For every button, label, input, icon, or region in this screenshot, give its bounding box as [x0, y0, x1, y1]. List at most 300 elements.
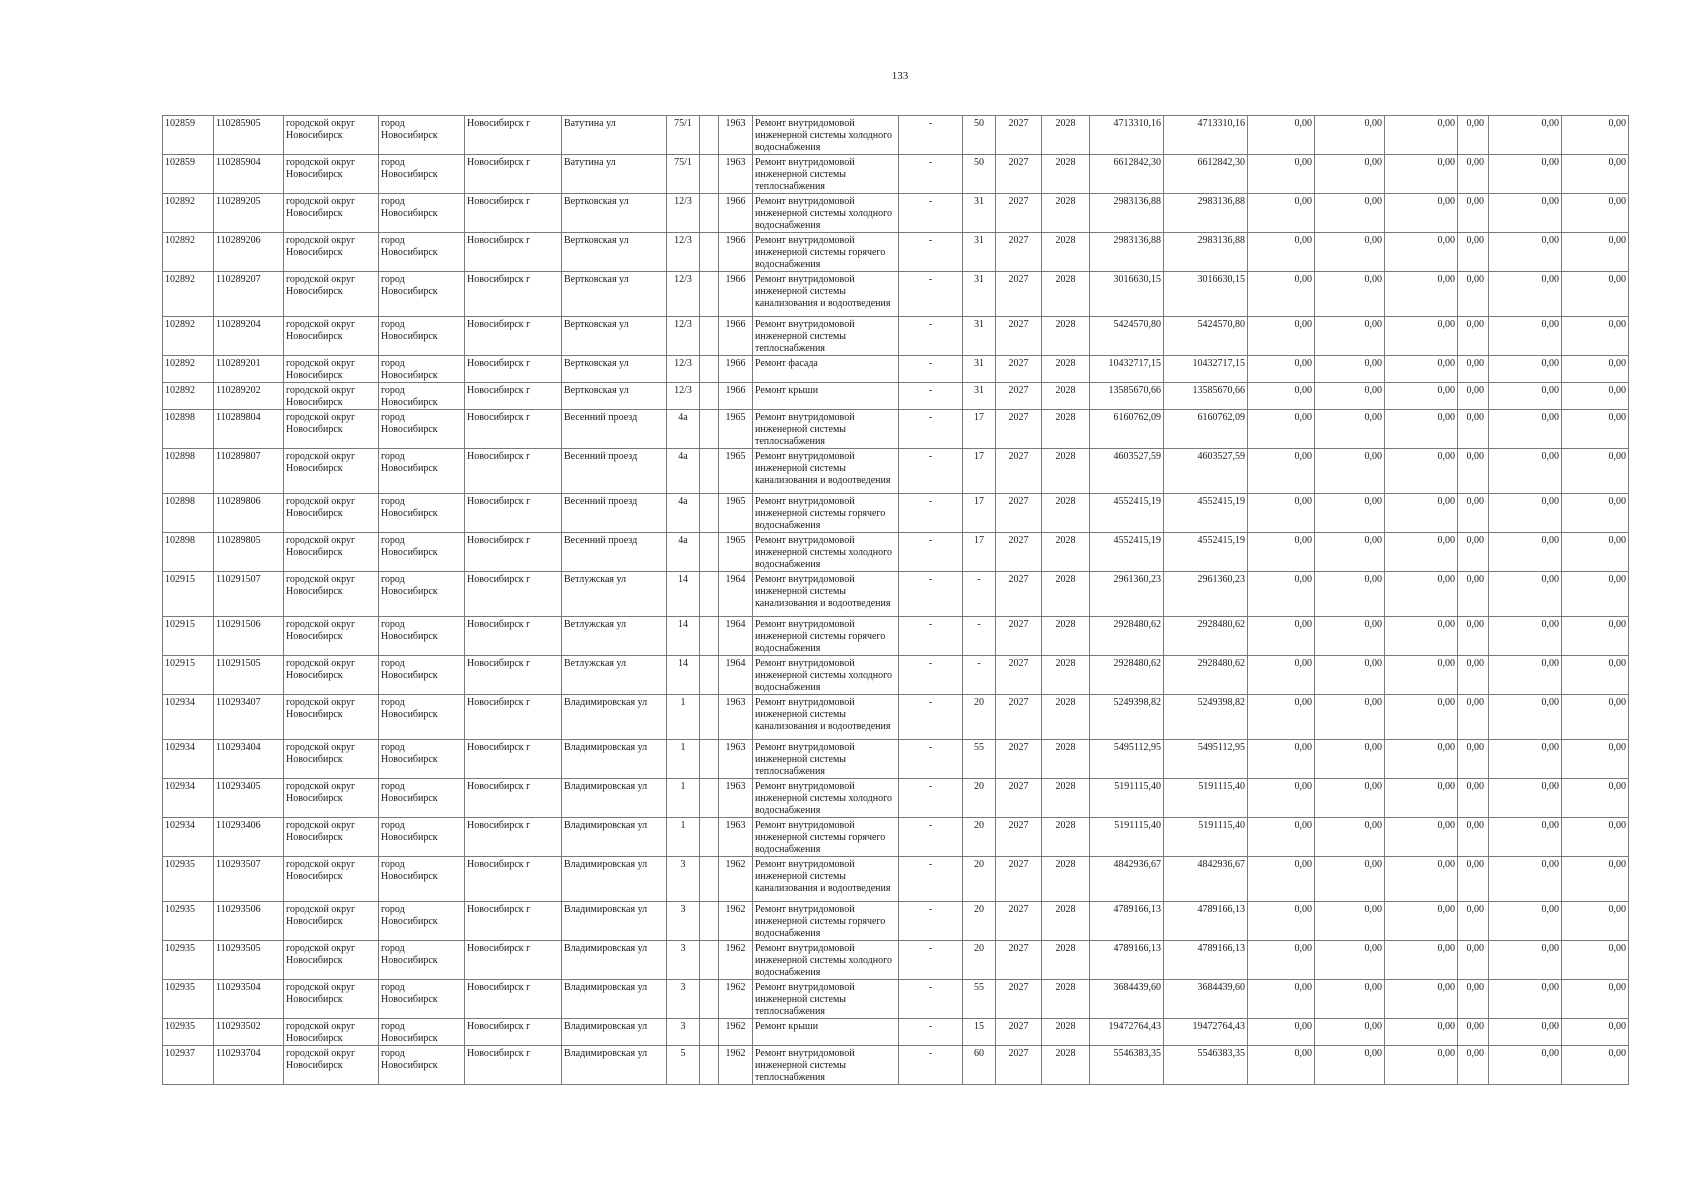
settlement: [379, 818, 465, 857]
settlement-line: Новосибирск: [381, 547, 438, 558]
work-type: [753, 818, 899, 857]
settlement: [379, 857, 465, 902]
table-row: [163, 116, 1629, 155]
record-id: 102934: [163, 818, 214, 857]
zero-amount: 0,00: [1315, 272, 1385, 317]
work-type-line: канализования и водоотведения: [755, 721, 891, 732]
municipality-line: Новосибирск: [286, 994, 343, 1005]
settlement: [379, 116, 465, 155]
municipality-line: Новосибирск: [286, 247, 343, 258]
zero-amount: 0,00: [1489, 116, 1562, 155]
fund-cost: 19472764,43: [1164, 1019, 1248, 1046]
municipality-line: Новосибирск: [286, 916, 343, 927]
service-life: 55: [963, 980, 996, 1019]
total-cost: 4713310,16: [1090, 116, 1164, 155]
municipality-line: городской округ: [286, 859, 356, 870]
house-number: 1: [667, 740, 700, 779]
work-type-line: инженерной системы: [755, 286, 846, 297]
fund-cost: 3016630,15: [1164, 272, 1248, 317]
plan-year-start: 2027: [996, 1019, 1042, 1046]
zero-amount: 0,00: [1315, 980, 1385, 1019]
settlement-line: Новосибирск: [381, 1033, 438, 1044]
zero-amount: 0,00: [1385, 116, 1458, 155]
zero-amount: 0,00: [1458, 155, 1489, 194]
settlement: [379, 656, 465, 695]
settlement: [379, 410, 465, 449]
municipality-line: городской округ: [286, 196, 356, 207]
settlement-line: Новосибирск: [381, 916, 438, 927]
plan-year-start: 2027: [996, 740, 1042, 779]
street: Владимировская ул: [562, 1046, 667, 1085]
municipality-line: Новосибирск: [286, 130, 343, 141]
settlement-line: Новосибирск: [381, 208, 438, 219]
plan-year-start: 2027: [996, 656, 1042, 695]
service-life: 31: [963, 356, 996, 383]
settlement-line: город: [381, 358, 405, 369]
zero-amount: 0,00: [1489, 272, 1562, 317]
table-row: [163, 617, 1629, 656]
work-type-line: водоснабжения: [755, 142, 821, 153]
zero-amount: 0,00: [1458, 494, 1489, 533]
blank-cell: [700, 980, 719, 1019]
zero-amount: 0,00: [1315, 1019, 1385, 1046]
work-type-line: теплоснабжения: [755, 1006, 825, 1017]
record-id: 102915: [163, 572, 214, 617]
fund-cost: 2928480,62: [1164, 617, 1248, 656]
municipality-line: городской округ: [286, 412, 356, 423]
settlement: [379, 383, 465, 410]
zero-amount: 0,00: [1385, 317, 1458, 356]
build-year: 1963: [719, 818, 753, 857]
plan-year-end: 2028: [1042, 155, 1090, 194]
zero-amount: 0,00: [1315, 410, 1385, 449]
table-row: [163, 902, 1629, 941]
record-id: 102934: [163, 740, 214, 779]
service-life: -: [963, 572, 996, 617]
zero-amount: 0,00: [1562, 1019, 1629, 1046]
dash-cell: -: [899, 656, 963, 695]
work-type-line: инженерной системы холодного: [755, 208, 892, 219]
municipality-line: городской округ: [286, 1048, 356, 1059]
house-number: 3: [667, 902, 700, 941]
total-cost: 4842936,67: [1090, 857, 1164, 902]
work-type-line: Ремонт внутридомовой: [755, 781, 855, 792]
zero-amount: 0,00: [1315, 356, 1385, 383]
dash-cell: -: [899, 494, 963, 533]
work-type-line: Ремонт внутридомовой: [755, 319, 855, 330]
build-year: 1963: [719, 779, 753, 818]
zero-amount: 0,00: [1385, 941, 1458, 980]
settlement-line: Новосибирск: [381, 793, 438, 804]
total-cost: 6612842,30: [1090, 155, 1164, 194]
service-life: 20: [963, 857, 996, 902]
work-type-line: водоснабжения: [755, 220, 821, 231]
work-type-line: Ремонт внутридомовой: [755, 574, 855, 585]
zero-amount: 0,00: [1458, 1019, 1489, 1046]
service-life: 31: [963, 194, 996, 233]
zero-amount: 0,00: [1248, 233, 1315, 272]
settlement: [379, 779, 465, 818]
settlement-line: Новосибирск: [381, 169, 438, 180]
work-code: 110289804: [214, 410, 284, 449]
work-type-line: Ремонт внутридомовой: [755, 859, 855, 870]
settlement: [379, 617, 465, 656]
street: Весенний проезд: [562, 449, 667, 494]
municipality-line: городской округ: [286, 742, 356, 753]
table-row: [163, 449, 1629, 494]
work-type-line: Ремонт крыши: [755, 385, 819, 396]
work-type-line: Ремонт внутридомовой: [755, 196, 855, 207]
table-row: [163, 356, 1629, 383]
work-type-line: водоснабжения: [755, 520, 821, 531]
zero-amount: 0,00: [1458, 116, 1489, 155]
municipality-line: городской округ: [286, 157, 356, 168]
plan-year-start: 2027: [996, 902, 1042, 941]
build-year: 1965: [719, 410, 753, 449]
fund-cost: 5495112,95: [1164, 740, 1248, 779]
street: Вертковская ул: [562, 383, 667, 410]
zero-amount: 0,00: [1458, 383, 1489, 410]
street: Весенний проезд: [562, 533, 667, 572]
house-number: 1: [667, 779, 700, 818]
settlement: [379, 533, 465, 572]
zero-amount: 0,00: [1458, 272, 1489, 317]
municipality-line: городской округ: [286, 820, 356, 831]
plan-year-end: 2028: [1042, 740, 1090, 779]
zero-amount: 0,00: [1489, 494, 1562, 533]
zero-amount: 0,00: [1248, 740, 1315, 779]
zero-amount: 0,00: [1489, 779, 1562, 818]
record-id: 102859: [163, 116, 214, 155]
zero-amount: 0,00: [1458, 449, 1489, 494]
zero-amount: 0,00: [1562, 572, 1629, 617]
locality: Новосибирск г: [465, 155, 562, 194]
street: Вертковская ул: [562, 317, 667, 356]
locality: Новосибирск г: [465, 617, 562, 656]
table-row: [163, 533, 1629, 572]
municipality: [284, 980, 379, 1019]
street: Вертковская ул: [562, 356, 667, 383]
zero-amount: 0,00: [1458, 857, 1489, 902]
record-id: 102892: [163, 233, 214, 272]
settlement-line: город: [381, 319, 405, 330]
zero-amount: 0,00: [1248, 572, 1315, 617]
fund-cost: 6160762,09: [1164, 410, 1248, 449]
plan-year-start: 2027: [996, 272, 1042, 317]
settlement-line: Новосибирск: [381, 586, 438, 597]
settlement-line: город: [381, 820, 405, 831]
fund-cost: 10432717,15: [1164, 356, 1248, 383]
house-number: 3: [667, 980, 700, 1019]
work-type-line: инженерной системы: [755, 709, 846, 720]
service-life: -: [963, 656, 996, 695]
settlement-line: Новосибирск: [381, 1060, 438, 1071]
settlement: [379, 356, 465, 383]
zero-amount: 0,00: [1248, 980, 1315, 1019]
house-number: 5: [667, 1046, 700, 1085]
build-year: 1965: [719, 494, 753, 533]
fund-cost: 3684439,60: [1164, 980, 1248, 1019]
plan-year-start: 2027: [996, 857, 1042, 902]
settlement-line: Новосибирск: [381, 331, 438, 342]
locality: Новосибирск г: [465, 356, 562, 383]
zero-amount: 0,00: [1562, 656, 1629, 695]
zero-amount: 0,00: [1562, 356, 1629, 383]
municipality-line: Новосибирск: [286, 208, 343, 219]
service-life: 20: [963, 902, 996, 941]
zero-amount: 0,00: [1385, 740, 1458, 779]
municipality-line: Новосибирск: [286, 631, 343, 642]
fund-cost: 4789166,13: [1164, 941, 1248, 980]
zero-amount: 0,00: [1458, 194, 1489, 233]
zero-amount: 0,00: [1385, 857, 1458, 902]
table-row: [163, 494, 1629, 533]
plan-year-end: 2028: [1042, 980, 1090, 1019]
work-type-line: Ремонт внутридомовой: [755, 619, 855, 630]
work-type-line: Ремонт внутридомовой: [755, 451, 855, 462]
municipality-line: городской округ: [286, 982, 356, 993]
plan-year-start: 2027: [996, 449, 1042, 494]
blank-cell: [700, 116, 719, 155]
fund-cost: 5191115,40: [1164, 779, 1248, 818]
municipality: [284, 356, 379, 383]
blank-cell: [700, 449, 719, 494]
work-type-line: водоснабжения: [755, 643, 821, 654]
zero-amount: 0,00: [1385, 194, 1458, 233]
plan-year-start: 2027: [996, 494, 1042, 533]
locality: Новосибирск г: [465, 980, 562, 1019]
settlement-line: Новосибирск: [381, 832, 438, 843]
blank-cell: [700, 857, 719, 902]
zero-amount: 0,00: [1458, 980, 1489, 1019]
work-code: 110291505: [214, 656, 284, 695]
blank-cell: [700, 494, 719, 533]
house-number: 4а: [667, 449, 700, 494]
municipality: [284, 533, 379, 572]
zero-amount: 0,00: [1315, 233, 1385, 272]
work-type-line: инженерной системы холодного: [755, 547, 892, 558]
zero-amount: 0,00: [1562, 941, 1629, 980]
zero-amount: 0,00: [1562, 383, 1629, 410]
zero-amount: 0,00: [1458, 695, 1489, 740]
street: Ветлужская ул: [562, 656, 667, 695]
locality: Новосибирск г: [465, 818, 562, 857]
settlement-line: Новосибирск: [381, 463, 438, 474]
work-code: 110293405: [214, 779, 284, 818]
work-code: 110289807: [214, 449, 284, 494]
street: Весенний проезд: [562, 494, 667, 533]
work-type-line: теплоснабжения: [755, 1072, 825, 1083]
work-type-line: инженерной системы: [755, 871, 846, 882]
work-code: 110293406: [214, 818, 284, 857]
work-code: 110293407: [214, 695, 284, 740]
total-cost: 4789166,13: [1090, 902, 1164, 941]
zero-amount: 0,00: [1315, 818, 1385, 857]
municipality: [284, 1046, 379, 1085]
build-year: 1964: [719, 656, 753, 695]
zero-amount: 0,00: [1385, 272, 1458, 317]
work-code: 110293502: [214, 1019, 284, 1046]
total-cost: 5546383,35: [1090, 1046, 1164, 1085]
municipality-line: городской округ: [286, 658, 356, 669]
table-row: [163, 272, 1629, 317]
build-year: 1963: [719, 695, 753, 740]
record-id: 102935: [163, 941, 214, 980]
total-cost: 2983136,88: [1090, 233, 1164, 272]
house-number: 75/1: [667, 155, 700, 194]
table-row: [163, 1019, 1629, 1046]
house-number: 1: [667, 818, 700, 857]
municipality: [284, 317, 379, 356]
municipality-line: Новосибирск: [286, 1033, 343, 1044]
zero-amount: 0,00: [1315, 194, 1385, 233]
record-id: 102898: [163, 449, 214, 494]
zero-amount: 0,00: [1385, 902, 1458, 941]
municipality: [284, 233, 379, 272]
zero-amount: 0,00: [1562, 233, 1629, 272]
work-type-line: инженерной системы: [755, 994, 846, 1005]
zero-amount: 0,00: [1489, 383, 1562, 410]
street: Вертковская ул: [562, 272, 667, 317]
locality: Новосибирск г: [465, 740, 562, 779]
zero-amount: 0,00: [1248, 857, 1315, 902]
plan-year-start: 2027: [996, 194, 1042, 233]
record-id: 102892: [163, 383, 214, 410]
total-cost: 4603527,59: [1090, 449, 1164, 494]
zero-amount: 0,00: [1315, 1046, 1385, 1085]
zero-amount: 0,00: [1489, 233, 1562, 272]
zero-amount: 0,00: [1458, 317, 1489, 356]
locality: Новосибирск г: [465, 857, 562, 902]
total-cost: 5424570,80: [1090, 317, 1164, 356]
work-type-line: инженерной системы: [755, 169, 846, 180]
work-type: [753, 194, 899, 233]
build-year: 1962: [719, 941, 753, 980]
work-type-line: Ремонт внутридомовой: [755, 943, 855, 954]
municipality: [284, 383, 379, 410]
service-life: 50: [963, 155, 996, 194]
blank-cell: [700, 272, 719, 317]
plan-year-end: 2028: [1042, 779, 1090, 818]
locality: Новосибирск г: [465, 572, 562, 617]
street: Ветлужская ул: [562, 572, 667, 617]
build-year: 1966: [719, 233, 753, 272]
table-row: [163, 155, 1629, 194]
table-row: [163, 572, 1629, 617]
work-type: [753, 449, 899, 494]
zero-amount: 0,00: [1315, 902, 1385, 941]
work-code: 110289207: [214, 272, 284, 317]
municipality-line: Новосибирск: [286, 871, 343, 882]
zero-amount: 0,00: [1248, 317, 1315, 356]
work-type-line: Ремонт внутридомовой: [755, 235, 855, 246]
municipality: [284, 272, 379, 317]
plan-year-end: 2028: [1042, 383, 1090, 410]
settlement-line: Новосибирск: [381, 754, 438, 765]
work-type-line: Ремонт внутридомовой: [755, 1048, 855, 1059]
work-type-line: инженерной системы: [755, 586, 846, 597]
zero-amount: 0,00: [1248, 410, 1315, 449]
zero-amount: 0,00: [1458, 941, 1489, 980]
dash-cell: -: [899, 155, 963, 194]
build-year: 1966: [719, 194, 753, 233]
total-cost: 2983136,88: [1090, 194, 1164, 233]
zero-amount: 0,00: [1248, 617, 1315, 656]
work-type: [753, 410, 899, 449]
zero-amount: 0,00: [1562, 449, 1629, 494]
settlement: [379, 1046, 465, 1085]
zero-amount: 0,00: [1489, 410, 1562, 449]
build-year: 1966: [719, 272, 753, 317]
zero-amount: 0,00: [1248, 818, 1315, 857]
work-type: [753, 941, 899, 980]
work-code: 110293504: [214, 980, 284, 1019]
settlement: [379, 155, 465, 194]
house-number: 12/3: [667, 356, 700, 383]
settlement-line: город: [381, 574, 405, 585]
zero-amount: 0,00: [1315, 383, 1385, 410]
zero-amount: 0,00: [1248, 1019, 1315, 1046]
zero-amount: 0,00: [1248, 656, 1315, 695]
record-id: 102898: [163, 494, 214, 533]
work-type-line: инженерной системы: [755, 1060, 846, 1071]
plan-year-start: 2027: [996, 233, 1042, 272]
zero-amount: 0,00: [1315, 779, 1385, 818]
blank-cell: [700, 779, 719, 818]
settlement: [379, 572, 465, 617]
street: Владимировская ул: [562, 818, 667, 857]
total-cost: 5249398,82: [1090, 695, 1164, 740]
dash-cell: -: [899, 233, 963, 272]
zero-amount: 0,00: [1385, 410, 1458, 449]
zero-amount: 0,00: [1489, 617, 1562, 656]
table-row: [163, 695, 1629, 740]
fund-cost: 4713310,16: [1164, 116, 1248, 155]
total-cost: 5495112,95: [1090, 740, 1164, 779]
build-year: 1962: [719, 1046, 753, 1085]
work-type: [753, 1019, 899, 1046]
blank-cell: [700, 155, 719, 194]
service-life: 17: [963, 494, 996, 533]
house-number: 4а: [667, 533, 700, 572]
table-row: [163, 980, 1629, 1019]
work-type-line: Ремонт внутридомовой: [755, 742, 855, 753]
fund-cost: 4603527,59: [1164, 449, 1248, 494]
municipality: [284, 572, 379, 617]
service-life: 31: [963, 272, 996, 317]
blank-cell: [700, 740, 719, 779]
locality: Новосибирск г: [465, 410, 562, 449]
house-number: 3: [667, 941, 700, 980]
zero-amount: 0,00: [1489, 317, 1562, 356]
settlement-line: город: [381, 196, 405, 207]
work-code: 110293506: [214, 902, 284, 941]
settlement-line: город: [381, 535, 405, 546]
build-year: 1965: [719, 533, 753, 572]
zero-amount: 0,00: [1562, 533, 1629, 572]
work-type-line: Ремонт внутридомовой: [755, 820, 855, 831]
plan-year-end: 2028: [1042, 194, 1090, 233]
municipality: [284, 494, 379, 533]
zero-amount: 0,00: [1562, 617, 1629, 656]
work-type-line: Ремонт внутридомовой: [755, 274, 855, 285]
settlement-line: Новосибирск: [381, 508, 438, 519]
municipality-line: городской округ: [286, 619, 356, 630]
work-type-line: канализования и водоотведения: [755, 298, 891, 309]
zero-amount: 0,00: [1562, 317, 1629, 356]
build-year: 1962: [719, 857, 753, 902]
work-type-line: инженерной системы горячего: [755, 247, 886, 258]
